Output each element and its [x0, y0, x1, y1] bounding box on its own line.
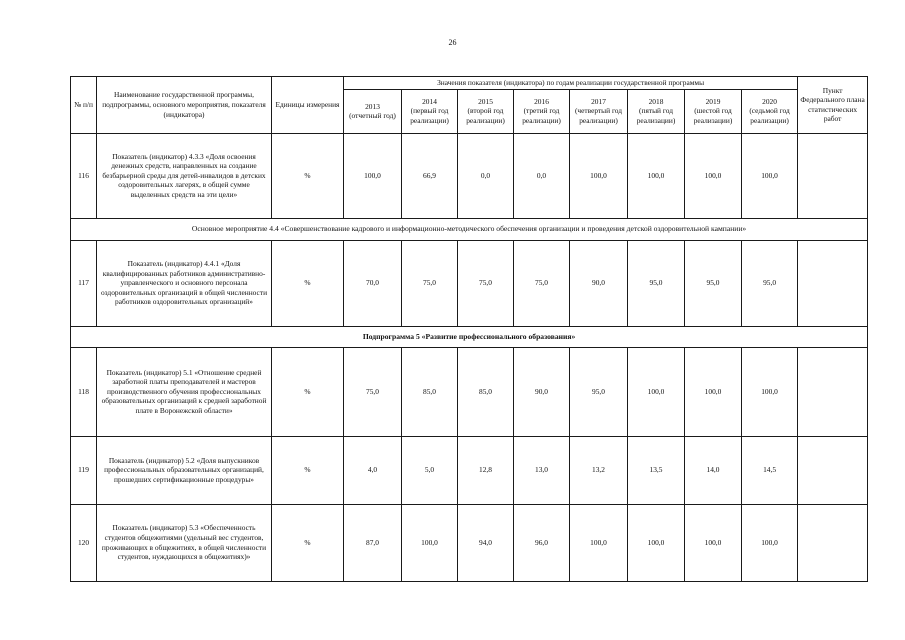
row-value: 90,0: [514, 347, 570, 436]
header-values-group: Значения показателя (индикатора) по годам реализации государственной программы: [344, 77, 798, 90]
row-name: Показатель (индикатор) 5.2 «Доля выпускников профессиональных образовательных организаций, прошедших сертификационные процедуры»: [97, 436, 272, 504]
header-year: 2014 (первый год реализации): [402, 89, 458, 133]
section-row: [71, 326, 868, 347]
row-unit: %: [272, 436, 344, 504]
header-year: 2020 (седьмой год реализации): [742, 89, 798, 133]
row-value: 100,0: [685, 133, 742, 218]
row-value: 70,0: [344, 240, 402, 326]
row-value: 4,0: [344, 436, 402, 504]
row-num: 120: [71, 504, 97, 581]
row-value: 100,0: [402, 504, 458, 581]
row-value: 100,0: [628, 504, 685, 581]
header-plan: Пункт Федерального плана статистических работ: [798, 77, 868, 134]
row-value: 14,5: [742, 436, 798, 504]
header-year: 2013 (отчетный год): [344, 89, 402, 133]
row-value: 100,0: [685, 504, 742, 581]
row-value: 90,0: [570, 240, 628, 326]
row-num: 118: [71, 347, 97, 436]
row-value: 95,0: [742, 240, 798, 326]
row-value: 5,0: [402, 436, 458, 504]
row-value: 75,0: [402, 240, 458, 326]
header-name: Наименование государственной программы, подпрограммы, основного мероприятия, показателя (индикатора): [97, 77, 272, 134]
row-value: 95,0: [570, 347, 628, 436]
row-value: 100,0: [570, 133, 628, 218]
section-title: Подпрограмма 5 «Развитие профессионального образования»: [71, 326, 868, 347]
header-year: 2018 (пятый год реализации): [628, 89, 685, 133]
row-value: 95,0: [685, 240, 742, 326]
row-value: 94,0: [458, 504, 514, 581]
row-plan: [798, 347, 868, 436]
row-value: 12,8: [458, 436, 514, 504]
section-title: Основное мероприятие 4.4 «Совершенствование кадрового и информационно-методического обеспечения организации и проведения детской оздоровительной кампании»: [71, 218, 868, 240]
row-value: 100,0: [628, 133, 685, 218]
row-value: 13,0: [514, 436, 570, 504]
row-value: 100,0: [628, 347, 685, 436]
row-value: 14,0: [685, 436, 742, 504]
row-plan: [798, 240, 868, 326]
row-num: 117: [71, 240, 97, 326]
row-value: 0,0: [458, 133, 514, 218]
row-name: Показатель (индикатор) 5.3 «Обеспеченность студентов общежитиями (удельный вес студентов, проживающих в общежитиях, в общей численности студентов, нуждающихся в общежитиях)»: [97, 504, 272, 581]
table-row: [71, 240, 868, 326]
row-num: 119: [71, 436, 97, 504]
row-unit: %: [272, 133, 344, 218]
table-row: [71, 133, 868, 218]
row-name: Показатель (индикатор) 4.4.1 «Доля квалифицированных работников административно-управленческого и основного персонала оздоровительных организаций в общей численности работников оздоровительных организаций»: [97, 240, 272, 326]
page-number: 26: [448, 38, 457, 47]
row-plan: [798, 504, 868, 581]
row-value: 75,0: [458, 240, 514, 326]
header-year: 2017 (четвертый год реализации): [570, 89, 628, 133]
row-value: 100,0: [742, 347, 798, 436]
row-unit: %: [272, 504, 344, 581]
section-row: [71, 218, 868, 240]
row-value: 85,0: [402, 347, 458, 436]
header-num: № п/п: [71, 77, 97, 134]
table-row: [71, 504, 868, 581]
row-value: 75,0: [514, 240, 570, 326]
row-plan: [798, 436, 868, 504]
row-value: 100,0: [570, 504, 628, 581]
header-unit: Единицы измерения: [272, 77, 344, 134]
row-value: 75,0: [344, 347, 402, 436]
row-value: 85,0: [458, 347, 514, 436]
row-value: 0,0: [514, 133, 570, 218]
row-value: 13,5: [628, 436, 685, 504]
header-year: 2015 (второй год реализации): [458, 89, 514, 133]
row-value: 100,0: [344, 133, 402, 218]
row-value: 66,9: [402, 133, 458, 218]
row-value: 100,0: [742, 504, 798, 581]
indicators-table: [70, 76, 868, 582]
header-year: 2019 (шестой год реализации): [685, 89, 742, 133]
row-unit: %: [272, 240, 344, 326]
row-unit: %: [272, 347, 344, 436]
header-year: 2016 (третий год реализации): [514, 89, 570, 133]
row-name: Показатель (индикатор) 4.3.3 «Доля освоения денежных средств, направленных на создание безбарьерной среды для детей-инвалидов в детских оздоровительных лагерях, в общей сумме выделенных средств на эти цели»: [97, 133, 272, 218]
row-value: 13,2: [570, 436, 628, 504]
row-value: 95,0: [628, 240, 685, 326]
row-num: 116: [71, 133, 97, 218]
row-value: 96,0: [514, 504, 570, 581]
row-value: 100,0: [685, 347, 742, 436]
row-plan: [798, 133, 868, 218]
table-row: [71, 436, 868, 504]
row-name: Показатель (индикатор) 5.1 «Отношение средней заработной платы преподавателей и мастеров производственного обучения профессиональных образовательных организаций к средней заработной плате в Воронежской области»: [97, 347, 272, 436]
table-row: [71, 347, 868, 436]
row-value: 87,0: [344, 504, 402, 581]
row-value: 100,0: [742, 133, 798, 218]
